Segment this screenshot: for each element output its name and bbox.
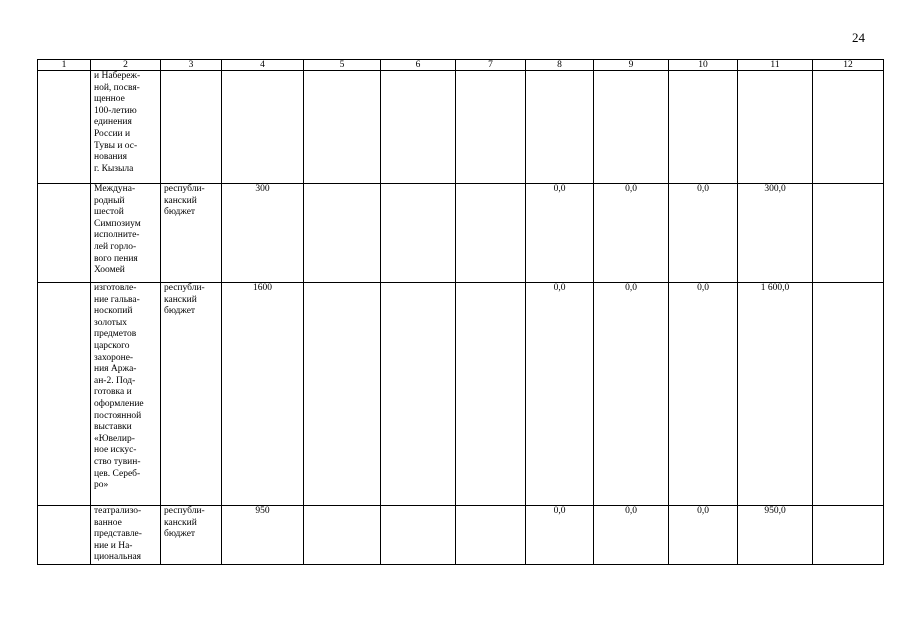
funding-source-cell: республи- канский бюджет xyxy=(161,506,222,565)
amount-cell: 0,0 xyxy=(669,506,738,565)
budget-table xyxy=(37,59,884,565)
table-cell xyxy=(38,506,91,565)
amount-cell: 0,0 xyxy=(594,283,669,506)
amount-cell: 0,0 xyxy=(526,506,594,565)
table-cell xyxy=(813,506,884,565)
event-description-cell: театрализо- ванное представле- ние и На- циональная xyxy=(91,506,161,565)
amount-cell: 950,0 xyxy=(738,506,813,565)
event-description-cell: и Набереж- ной, посвя- щенное 100-летию единения России и Тувы и ос- нования г. Кызыла xyxy=(91,71,161,184)
funding-source-cell: республи- канский бюджет xyxy=(161,184,222,283)
amount-cell: 0,0 xyxy=(669,283,738,506)
column-header: 12 xyxy=(813,60,884,71)
table-cell xyxy=(381,71,456,184)
page-number: 24 xyxy=(852,30,865,45)
column-header: 5 xyxy=(304,60,381,71)
amount-cell: 0,0 xyxy=(594,506,669,565)
column-header: 3 xyxy=(161,60,222,71)
amount-cell: 950 xyxy=(222,506,304,565)
amount-cell: 0,0 xyxy=(526,184,594,283)
table-row xyxy=(38,71,884,184)
table-cell xyxy=(38,71,91,184)
amount-cell: 1600 xyxy=(222,283,304,506)
column-header: 8 xyxy=(526,60,594,71)
table-cell xyxy=(38,184,91,283)
table-cell xyxy=(526,71,594,184)
table-cell xyxy=(304,283,381,506)
event-description-cell: Междуна- родный шестой Симпозиум исполните- лей горло- вого пения Хоомей xyxy=(91,184,161,283)
table-cell xyxy=(456,71,526,184)
table-cell xyxy=(813,184,884,283)
column-header: 1 xyxy=(38,60,91,71)
funding-source-cell xyxy=(161,71,222,184)
table-cell xyxy=(813,283,884,506)
amount-cell: 0,0 xyxy=(594,184,669,283)
table-cell xyxy=(38,283,91,506)
column-header: 4 xyxy=(222,60,304,71)
table-cell xyxy=(456,506,526,565)
table-cell xyxy=(813,71,884,184)
table-row xyxy=(38,506,884,565)
amount-cell: 300 xyxy=(222,184,304,283)
table-cell xyxy=(669,71,738,184)
table-cell xyxy=(594,71,669,184)
table-cell xyxy=(304,506,381,565)
funding-source-cell: республи- канский бюджет xyxy=(161,283,222,506)
column-header: 2 xyxy=(91,60,161,71)
table-row xyxy=(38,283,884,506)
amount-cell: 300,0 xyxy=(738,184,813,283)
table-cell xyxy=(304,71,381,184)
table-cell xyxy=(381,506,456,565)
column-header: 9 xyxy=(594,60,669,71)
amount-cell: 1 600,0 xyxy=(738,283,813,506)
table-cell xyxy=(222,71,304,184)
table-cell xyxy=(304,184,381,283)
column-number-row xyxy=(38,60,884,71)
table-cell xyxy=(381,283,456,506)
table-cell xyxy=(456,283,526,506)
event-description-cell: изготовле- ние гальва- носкопий золотых предметов царского захороне- ния Аржа- ан-2. Под- готовка и оформление постоянной выставки «Ювелир- ное искус- ство тувин- цев. Сереб- ро» xyxy=(91,283,161,506)
amount-cell: 0,0 xyxy=(669,184,738,283)
table-row xyxy=(38,184,884,283)
amount-cell: 0,0 xyxy=(526,283,594,506)
table-cell xyxy=(381,184,456,283)
column-header: 11 xyxy=(738,60,813,71)
column-header: 10 xyxy=(669,60,738,71)
table-cell xyxy=(456,184,526,283)
column-header: 6 xyxy=(381,60,456,71)
table-cell xyxy=(738,71,813,184)
column-header: 7 xyxy=(456,60,526,71)
